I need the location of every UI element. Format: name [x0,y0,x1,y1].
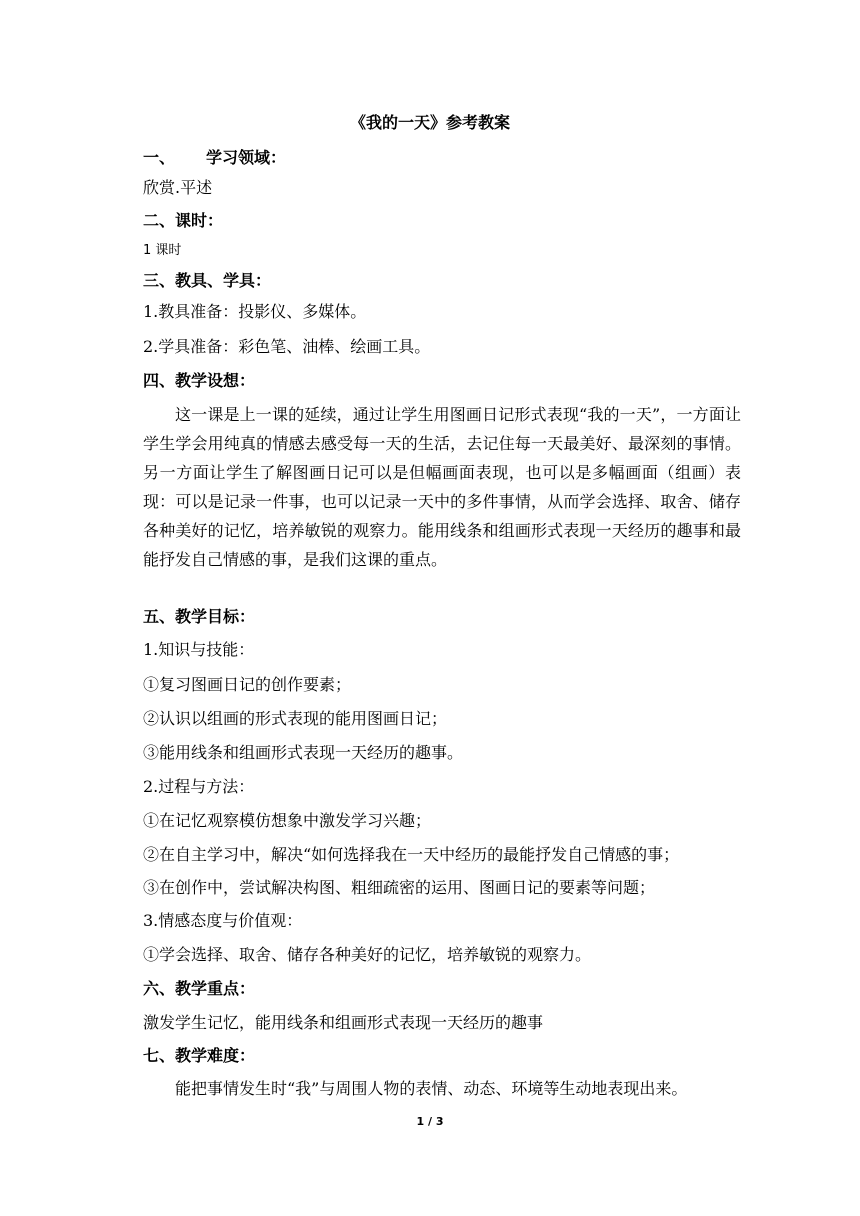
section-1-body: 欣赏.平述 [143,178,213,197]
section-5-item-1a: ①复习图画日记的创作要素； [143,675,352,694]
section-4-paragraph: 这一课是上一课的延续，通过让学生用图画日记形式表现“我的一天”，一方面让学生学会用纯真的情感去感受每一天的生活，去记住每一天最美好、最深刻的事情。另一方面让学生了解图画日记可以是但幅画面表现，也可以是多幅画面（组画）表现：可以是记录一件事，也可以记录一天中的多件事情，从而学会选择、取舍、储存各种美好的记忆，培养敏锐的观察力。能用线条和组画形式表现一天经历的趣事和最能抒发自己情感的事，是我们这课的重点。 [143,405,741,569]
section-5-heading: 五、教学目标： [143,607,256,626]
section-5-subheading-2: 2.过程与方法： [143,777,255,796]
section-5-item-2a: ①在记忆观察模仿想象中激发学习兴趣； [143,811,432,830]
section-5-item-1b: ②认识以组画的形式表现的能用图画日记； [143,709,448,728]
document-title: 《我的一天》参考教案 [349,113,510,132]
section-1-number: 一、 [143,148,176,167]
section-7-body: 能把事情发生时“我”与周围人物的表情、动态、环境等生动地表现出来。 [175,1079,688,1098]
section-3-item-2: 2.学具准备：彩色笔、油棒、绘画工具。 [143,337,431,356]
section-5-item-1c: ③能用线条和组画形式表现一天经历的趣事。 [143,743,464,762]
section-5-item-2b: ②在自主学习中，解决“如何选择我在一天中经历的最能抒发自己情感的事； [143,845,680,864]
section-5-item-3a: ①学会选择、取舍、储存各种美好的记忆，培养敏锐的观察力。 [143,945,592,964]
section-6-body: 激发学生记忆，能用线条和组画形式表现一天经历的趣事 [143,1013,544,1032]
section-4-heading: 四、教学设想： [143,371,256,390]
section-5-item-2c: ③在创作中，尝试解决构图、粗细疏密的运用、图画日记的要素等问题； [143,878,656,897]
section-5-subheading-1: 1.知识与技能： [143,640,255,659]
section-6-heading: 六、教学重点： [143,979,256,998]
page-number: 1 / 3 [416,1115,444,1128]
section-5-subheading-3: 3.情感态度与价值观： [143,911,303,930]
section-3-heading: 三、教具、学具： [143,271,272,290]
section-2-heading: 二、课时： [143,211,224,230]
section-2-body: 1 课时 [143,243,182,258]
section-7-heading: 七、教学难度： [143,1046,256,1065]
section-1-heading: 学习领域： [206,148,287,167]
section-3-item-1: 1.教具准备：投影仪、多媒体。 [143,302,367,321]
